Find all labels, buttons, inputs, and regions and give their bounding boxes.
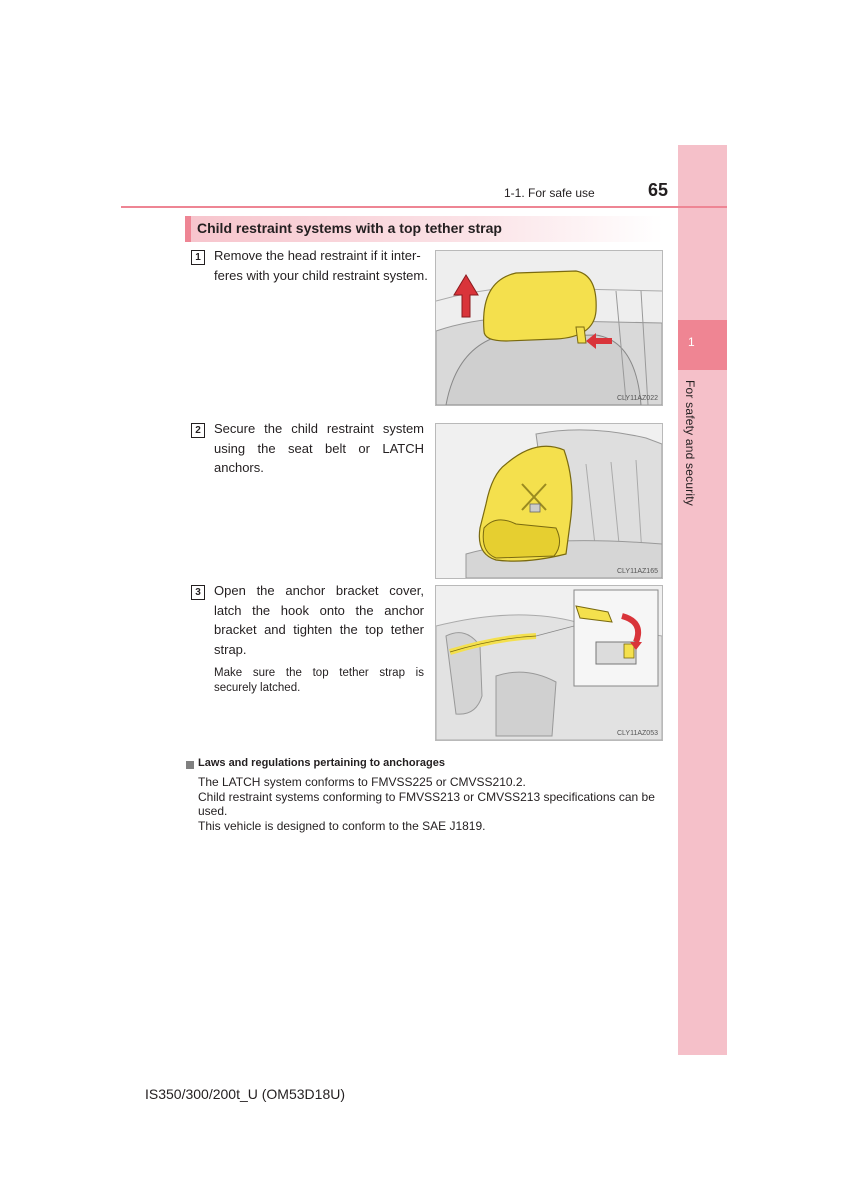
step-3-text: Open the anchor bracket cover, latch the hook onto the anchor bracket and tighten the top tether strap. [214, 583, 424, 657]
chapter-side-tab [678, 145, 727, 1055]
header-divider [121, 206, 727, 208]
step-3-number: 3 [191, 585, 205, 600]
section-heading: Child restraint systems with a top tether strap [197, 220, 502, 236]
step-1-text-line2: feres with your child restraint system. [214, 267, 428, 283]
footer-model-code: IS350/300/200t_U (OM53D18U) [145, 1086, 345, 1102]
page-number: 65 [648, 180, 669, 200]
step-2-text: Secure the child restraint system using the seat belt or LATCH anchors. [214, 421, 424, 475]
section-label: 1-1. For safe use [504, 186, 595, 200]
step-3-illustration [435, 585, 663, 741]
step-1-figure-code: CLY11AZ022 [617, 395, 658, 402]
step-2-illustration [435, 423, 663, 579]
step-2-figure-code: CLY11AZ165 [617, 568, 658, 575]
step-2-number: 2 [191, 423, 205, 438]
note-line-4: This vehicle is designed to conform to the SAE J1819. [198, 819, 486, 833]
step-1-text [214, 246, 429, 285]
chapter-number-tab[interactable] [678, 320, 727, 370]
step-1-number: 1 [191, 250, 205, 265]
step-1-illustration [435, 250, 663, 406]
note-line-3: used. [198, 804, 228, 818]
note-title: Laws and regulations pertaining to anchorages [198, 757, 445, 769]
section-heading-bar [185, 216, 663, 242]
chapter-number: 1 [688, 335, 695, 349]
step-1-text-line1: Remove the head restraint if it inter- [214, 248, 421, 263]
step-3-note: Make sure the top tether strap is securely latched. [214, 667, 424, 694]
note-line-1: The LATCH system conforms to FMVSS225 or CMVSS210.2. [198, 775, 526, 789]
note-bullet-icon [186, 761, 194, 769]
step-3-figure-code: CLY11AZ053 [617, 730, 658, 737]
chapter-title: For safety and security [683, 380, 697, 506]
note-line-2: Child restraint systems conforming to FMVSS213 or CMVSS213 specifications can be [198, 790, 655, 804]
